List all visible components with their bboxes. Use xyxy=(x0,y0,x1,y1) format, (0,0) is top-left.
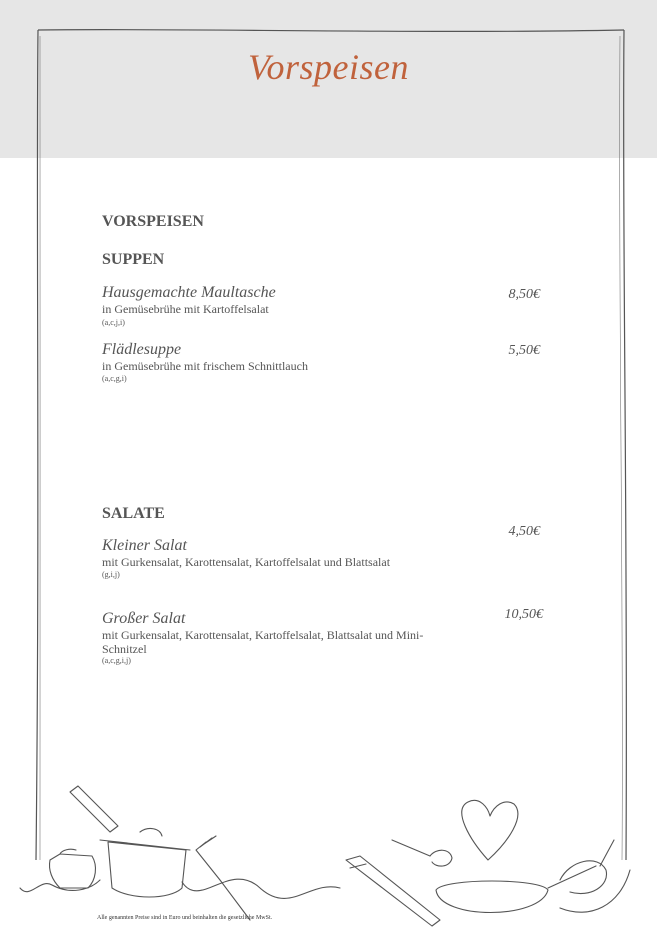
menu-item-name: Hausgemachte Maultasche xyxy=(102,284,276,301)
whisk-icon xyxy=(20,880,100,892)
menu-item-price: 5,50€ xyxy=(508,343,540,358)
menu-item-desc: in Gemüsebrühe mit frischem Schnittlauch xyxy=(102,359,308,373)
pot-icon xyxy=(100,829,190,897)
footer-note: Alle genannten Preise sind in Euro und beinhalten die gesetzliche MwSt. xyxy=(97,915,273,921)
menu-item-desc: mit Gurkensalat, Karottensalat, Kartoffelsalat, Blattsalat und Mini-Schnitzel xyxy=(102,628,424,656)
section-heading: VORSPEISEN xyxy=(102,213,204,230)
menu-item-price: 4,50€ xyxy=(508,524,540,539)
menu-item-name: Kleiner Salat xyxy=(102,537,187,554)
fork-icon xyxy=(196,836,250,920)
menu-item-allergens: (g,i,j) xyxy=(102,570,120,579)
menu-item-desc: in Gemüsebrühe mit Kartoffelsalat xyxy=(102,302,269,316)
menu-item-name: Großer Salat xyxy=(102,610,186,627)
menu-item-allergens: (a,c,g,i) xyxy=(102,374,127,383)
pan-icon xyxy=(436,866,596,913)
page-title: Vorspeisen xyxy=(248,47,409,87)
suppen-heading: SUPPEN xyxy=(102,251,165,268)
salate-heading: SALATE xyxy=(102,505,165,522)
chef-hand-icon xyxy=(560,840,614,894)
menu-item-name: Flädlesuppe xyxy=(102,341,182,358)
menu-item-price: 8,50€ xyxy=(508,287,540,302)
spatula-icon xyxy=(346,856,440,926)
menu-item-allergens: (a,c,j,i) xyxy=(102,318,125,327)
menu-item-price: 10,50€ xyxy=(504,607,543,622)
jug-icon xyxy=(49,849,95,888)
kitchen-illustration xyxy=(0,770,657,936)
menu-item-allergens: (a,c,g,i,j) xyxy=(102,656,131,665)
menu-item-desc: mit Gurkensalat, Karottensalat, Kartoffelsalat und Blattsalat xyxy=(102,555,391,569)
heart-icon xyxy=(462,800,518,860)
